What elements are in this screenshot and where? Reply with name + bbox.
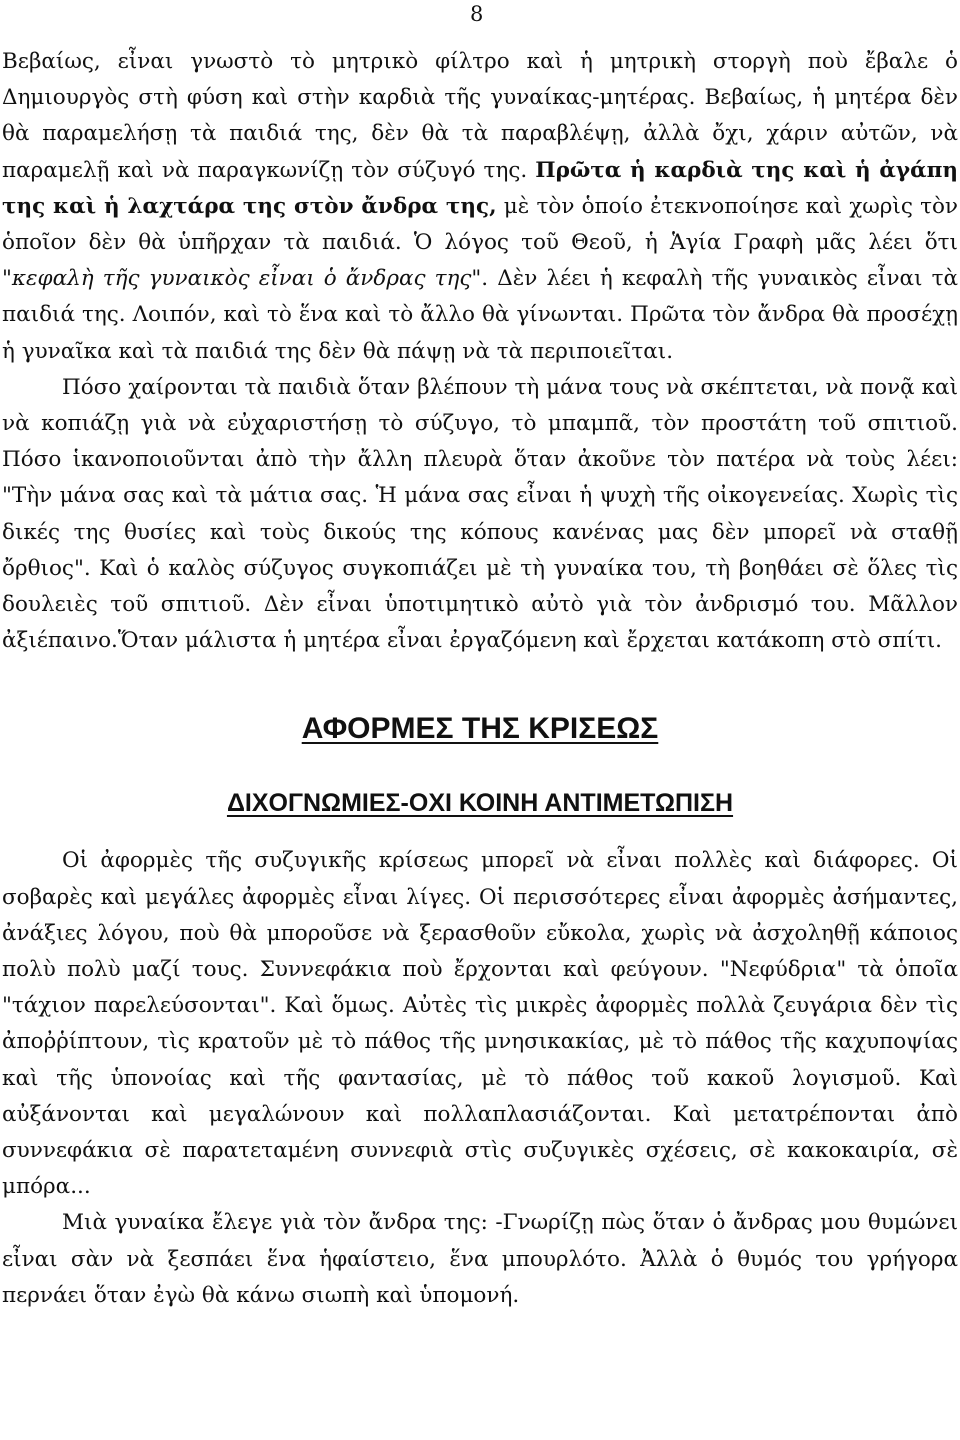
paragraph-1-bold-emphasis: Πρῶτα ἡ καρδιὰ της καὶ ἡ ἀγάπη της καὶ ἡ λαχτάρα της στὸν ἄνδρα της, — [2, 157, 958, 219]
paragraph-1 — [2, 44, 958, 370]
paragraph-1-scripture-quote: κεφαλὴ τῆς γυναικὸς εἶναι ὁ ἄνδρας της — [11, 266, 472, 292]
paragraph-1-text-b: μὲ τὸν ὁποίο ἐτεκνοποίησε καὶ χωρὶς τὸν ὁποῖον δὲν θὰ ὑπῆρχαν τὰ παιδιά. Ὁ λόγος τοῦ Θεοῦ, ἡ Ἁγία Γραφὴ μᾶς λέει ὅτι " — [2, 193, 958, 292]
page-body — [2, 44, 958, 1314]
paragraph-1-text-a: Βεβαίως, εἶναι γνωστὸ τὸ μητρικὸ φίλτρο καὶ ἡ μητρικὴ στοργὴ ποὺ ἔβαλε ὁ Δημιουργὸς στὴ φύση καὶ στὴν καρδιὰ τῆς γυναίκας-μητέρας. Βεβαίως, ἡ μητέρα δὲν θὰ παραμελήσῃ τὰ παιδιά της, δὲν θὰ τὰ παραβλέψῃ, ἀλλὰ ὄχι, χάριν αὐτῶν, νὰ παραμελῇ καὶ νὰ παραγκωνίζῃ τὸν σύζυγό της. — [2, 49, 958, 183]
paragraph-1-text-c: ". Δὲν λέει ἡ κεφαλὴ τῆς γυναικὸς εἶναι τὰ παιδιά της. Λοιπόν, καὶ τὸ ἕνα καὶ τὸ ἄλλο θὰ γίνωνται. Πρῶτα τὸν ἄνδρα θὰ προσέχῃ ἡ γυναῖκα καὶ τὰ παιδιά της δὲν θὰ πάψῃ νὰ τὰ περιποιεῖται. — [2, 266, 958, 364]
paragraph-4: Μιὰ γυναίκα ἔλεγε γιὰ τὸν ἄνδρα της: -Γνωρίζῃ πὼς ὅταν ὁ ἄνδρας μου θυμώνει εἶναι σὰν νὰ ξεσπάει ἕνα ἡφαίστειο, ἕνα μπουρλότο. Ἀλλὰ ὁ θυμός του γρήγορα περνάει ὅταν ἐγὼ θὰ κάνω σιωπὴ καὶ ὑπομονή. — [2, 1210, 958, 1308]
subsection-heading: ΔΙΧΟΓΝΩΜΙΕΣ-ΟΧΙ ΚΟΙΝΗ ΑΝΤΙΜΕΤΩΠΙΣΗ — [226, 789, 734, 818]
paragraph-2: Πόσο χαίρονται τὰ παιδιὰ ὅταν βλέπουν τὴ μάνα τους νὰ σκέπτεται, νὰ πονᾷ καὶ νὰ κοπιάζῃ γιὰ νὰ εὐχαριστήσῃ τὸ σύζυγο, τὸ μπαμπᾶ, τὸν προστάτη τοῦ σπιτιοῦ. Πόσο ἱκανοποιοῦνται ἀπὸ τὴν ἄλλη πλευρὰ ὅταν ἀκοῦνε τὸν πατέρα νὰ τοὺς λέει: "Τὴν μάνα σας καὶ τὰ μάτια σας. Ἡ μάνα σας εἶναι ἡ ψυχὴ τῆς οἰκογενείας. Χωρὶς τὶς δικές της θυσίες καὶ τοὺς δικούς της κόπους κανένας μας δὲν μπορεῖ νὰ σταθῇ ὄρθιος". Καὶ ὁ καλὸς σύζυγος συγκοπιάζει μὲ τὴ γυναίκα του, τὴ βοηθάει σὲ ὅλες τὶς δουλειὲς τοῦ σπιτιοῦ. Δὲν εἶναι ὑποτιμητικὸ αὐτὸ γιὰ τὸν ἀνδρισμό του. Μᾶλλον ἀξιέπαινο.Ὅταν μάλιστα ἡ μητέρα εἶναι ἐργαζόμενη καὶ ἔρχεται κατάκοπη στὸ σπίτι. — [2, 374, 958, 654]
section-heading: ΑΦΟΡΜΕΣ ΤΗΣ ΚΡΙΣΕΩΣ — [301, 712, 659, 746]
page-number: 8 — [470, 2, 484, 26]
paragraph-3: Οἱ ἀφορμὲς τῆς συζυγικῆς κρίσεως μπορεῖ νὰ εἶναι πολλὲς καὶ διάφορες. Οἱ σοβαρὲς καὶ μεγάλες ἀφορμὲς εἶναι λίγες. Οἱ περισσότερες εἶναι ἀφορμὲς ἀσήμαντες, ἀνάξιες λόγου, ποὺ θὰ μποροῦσε νὰ ξερασθοῦν εὔκολα, χωρὶς νὰ ἀσχοληθῇ κάποιος πολὺ πολὺ μαζί τους. Συννεφάκια ποὺ ἔρχονται καὶ φεύγουν. "Νεφύδρια" τὰ ὁποῖα "τάχιον παρελεύσονται". Καὶ ὅμως. Αὐτὲς τὶς μικρὲς ἀφορμὲς πολλὰ ζευγάρια δὲν τὶς ἀποῤῥίπτουν, τὶς κρατοῦν μὲ τὸ πάθος τῆς μνησικακίας, μὲ τὸ πάθος τῆς καχυποψίας καὶ τῆς ὑπονοίας καὶ τῆς φαντασίας, μὲ τὸ πάθος τοῦ κακοῦ λογισμοῦ. Καὶ αὐξάνονται καὶ μεγαλώνουν καὶ πολλαπλασιάζονται. Καὶ μετατρέπονται ἀπὸ συννεφάκια σὲ παρατεταμένη συννεφιὰ στὶς συζυγικὲς σχέσεις, σὲ κακοκαιρία, σὲ μπόρα... — [2, 848, 958, 1200]
